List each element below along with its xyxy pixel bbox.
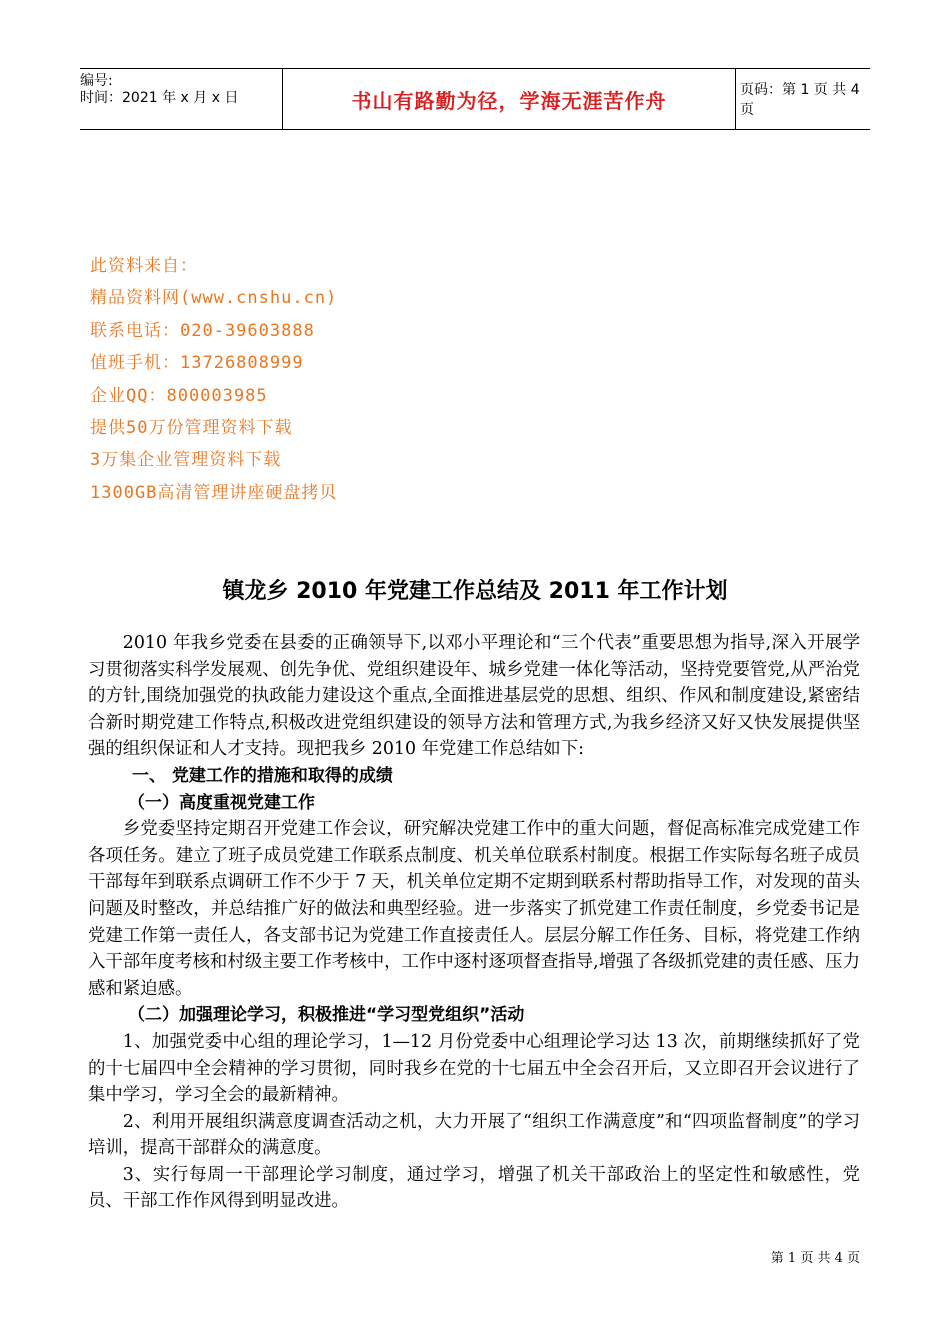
ad-line: 此资料来自：	[90, 256, 198, 276]
advertisement-block	[90, 250, 337, 509]
list-item: 3、实行每周一干部理论学习制度，通过学习，增强了机关干部政治上的坚定性和敏感性，党员、干部工作作风得到明显改进。	[88, 1164, 860, 1212]
ad-line: 1300GB高清管理讲座硬盘拷贝	[90, 482, 338, 503]
document-title: 镇龙乡 2010 年党建工作总结及 2011 年工作计划	[222, 579, 728, 604]
document-number: 编号:	[80, 73, 113, 89]
header-meta	[80, 69, 282, 133]
ad-line: 联系电话：020-39603888	[90, 320, 315, 341]
section-heading: 一、 党建工作的措施和取得的成绩	[132, 765, 393, 786]
ad-line: 企业QQ：800003985	[90, 385, 268, 406]
ad-line: 3万集企业管理资料下载	[90, 450, 282, 471]
ad-line: 值班手机：13726808999	[90, 353, 304, 374]
ad-line: 提供50万份管理资料下载	[90, 417, 293, 438]
document-header	[80, 68, 870, 130]
ad-line-website[interactable]: 精品资料网(www.cnshu.cn)	[90, 288, 338, 309]
header-page-code: 页码：第 1 页 共 4 页	[740, 82, 860, 118]
intro-paragraph: 2010 年我乡党委在县委的正确领导下,以邓小平理论和“三个代表”重要思想为指导,深入开展学习贯彻落实科学发展观、创先争优、党组织建设年、城乡党建一体化等活动，坚持党要管党,从严治党的方针,围绕加强党的执政能力建设这个重点,全面推进基层党的思想、组织、作风和制度建设,紧密结合新时期党建工作特点,积极改进党组织建设的领导方法和管理方式,为我乡经济又好又快发展提供坚强的组织保证和人才支持。现把我乡 2010 年党建工作总结如下:	[88, 633, 860, 760]
document-body	[88, 630, 860, 1215]
page-footer: 第 1 页 共 4 页	[770, 1251, 860, 1266]
subsection-heading: （一）高度重视党建工作	[128, 792, 315, 813]
paragraph: 乡党委坚持定期召开党建工作会议，研究解决党建工作中的重大问题，督促高标准完成党建工作各项任务。建立了班子成员党建工作联系点制度、机关单位联系村制度。根据工作实际每名班子成员干部每年到联系点调研工作不少于 7 天，机关单位定期不定期到联系村帮助指导工作，对发现的苗头问题及时整改，并总结推广好的做法和典型经验。进一步落实了抓党建工作责任制度，乡党委书记是党建工作第一责任人，各支部书记为党建工作直接责任人。层层分解工作任务、目标，将党建工作纳入干部年度考核和村级主要工作考核中，工作中逐村逐项督查指导,增强了各级抓党建的责任感、压力感和紧迫感。	[88, 819, 860, 999]
subsection-heading: （二）加强理论学习，积极推进“学习型党组织”活动	[128, 1005, 525, 1026]
list-item: 1、加强党委中心组的理论学习，1—12 月份党委中心组理论学习达 13 次，前期继续抓好了党的十七届四中全会精神的学习贯彻，同时我乡在党的十七届五中全会召开后，又立即召开会议进行了集中学习，学习全会的最新精神。	[88, 1031, 860, 1106]
document-date: 时间：2021 年 x 月 x 日	[80, 90, 239, 106]
header-motto: 书山有路勤为径，学海无涯苦作舟	[282, 69, 736, 129]
list-item: 2、利用开展组织满意度调查活动之机，大力开展了“组织工作满意度”和“四项监督制度”的学习培训，提高干部群众的满意度。	[88, 1111, 860, 1159]
